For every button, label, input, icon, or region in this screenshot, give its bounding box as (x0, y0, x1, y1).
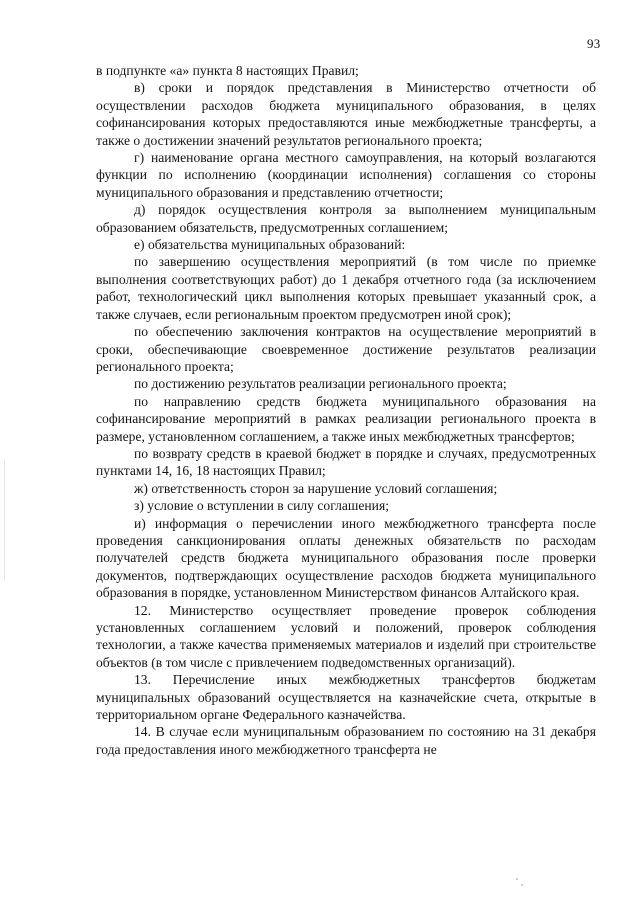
paragraph-obligation-cofinancing: по направлению средств бюджета муниципального образования на софинансирование мероприятий в рамках реализации регионального проекта в размере, установленном соглашением, а также иных межбюджетных трансфертов; (96, 393, 596, 444)
paragraph-obligation-contracts: по обеспечению заключения контрактов на осуществление мероприятий в сроки, обеспечивающие своевременное достижение результатов реализации регионального проекта; (96, 324, 596, 374)
paragraph-item-g: г) наименование органа местного самоуправления, на который возлагаются функции по исполнению (координации исполнения) соглашения со стороны муниципального образования и представлению отчетности; (96, 150, 596, 200)
paragraph-clause-14: 14. В случае если муниципальным образованием по состоянию на 31 декабря года предоставления иного межбюджетного трансферта не (96, 724, 596, 757)
paragraph-continuation: в подпункте «а» пункта 8 настоящих Правил; (96, 63, 359, 78)
page-number: 93 (587, 36, 601, 51)
paragraph-item-z: з) условие о вступлении в силу соглашения; (134, 498, 389, 514)
paragraph-clause-12: 12. Министерство осуществляет проведение проверок соблюдения установленных соглашением условий и положений, проверок соблюдения технологии, а также качества применяемых материалов и изделий при строительстве объектов (в том числе с привлечением подведомственных организаций). (96, 602, 596, 670)
paragraph-obligation-results: по достижению результатов реализации регионального проекта; (134, 376, 507, 392)
paragraph-clause-13: 13. Перечисление иных межбюджетных трансфертов бюджетам муниципальных образований осуществляется на казначейские счета, открытые в территориальном органе Федерального казначейства. (96, 672, 596, 723)
paragraph-item-zh: ж) ответственность сторон за нарушение условий соглашения; (134, 480, 498, 496)
scan-speck (521, 884, 523, 886)
scan-margin-mark (4, 460, 5, 580)
paragraph-item-e: е) обязательства муниципальных образований: (134, 237, 406, 253)
document-body (96, 62, 596, 758)
paragraph-obligation-refund: по возврату средств в краевой бюджет в порядке и случаях, предусмотренных пунктами 14, 16, 18 настоящих Правил; (96, 445, 596, 479)
paragraph-item-d: д) порядок осуществления контроля за выполнением муниципальным образованием обязательств, предусмотренных соглашением; (96, 202, 596, 235)
scan-speck (516, 878, 518, 880)
paragraph-item-i: и) информация о перечислении иного межбюджетного трансферта после проведения санкционирования оплаты денежных обязательств по расходам получателей средств бюджета муниципального образования после проверки документов, подтверждающих осуществление расходов бюджета муниципального образования в порядке, установленном Министерством финансов Алтайского края. (96, 515, 596, 601)
paragraph-obligation-completion: по завершению осуществления мероприятий (в том числе по приемке выполнения соответствующих работ) до 1 декабря отчетного года (за исключением работ, технологический цикл выполнения которых превышает указанный срок, а также случаев, если региональным проектом предусмотрен иной срок); (96, 254, 596, 322)
paragraph-item-v: в) сроки и порядок представления в Министерство отчетности об осуществлении расходов бюджета муниципального образования, в целях софинансирования которых предоставляются иные межбюджетные трансферты, а также о достижении значений результатов регионального проекта; (96, 80, 596, 148)
